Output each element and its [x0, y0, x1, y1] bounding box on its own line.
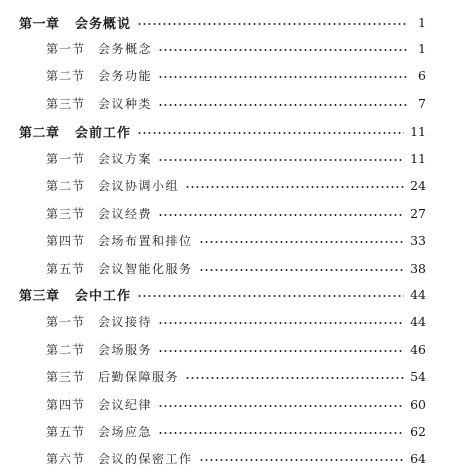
toc-section-2-5[interactable] [0, 258, 456, 278]
toc-section-2-2[interactable] [0, 175, 456, 195]
dot-leader [158, 49, 408, 51]
entry-title: 会议经费 [98, 206, 153, 221]
toc-section-1-2[interactable] [0, 65, 456, 85]
dot-leader [137, 295, 404, 297]
entry-number: 第三节 [46, 206, 86, 221]
entry-number: 第三节 [46, 96, 86, 111]
entry-number: 第一节 [46, 151, 86, 166]
entry-title: 会议的保密工作 [98, 451, 193, 466]
entry-number: 第二节 [46, 342, 86, 357]
dot-leader [185, 186, 404, 188]
page-number: 60 [410, 396, 426, 412]
entry-number: 第一章 [19, 16, 60, 32]
dot-leader [158, 405, 404, 407]
toc-section-3-6[interactable] [0, 448, 456, 468]
toc-section-3-2[interactable] [0, 339, 456, 359]
entry-number: 第五节 [46, 424, 86, 439]
page-number: 54 [410, 368, 426, 384]
toc-section-2-1[interactable] [0, 148, 456, 168]
dot-leader [158, 350, 404, 352]
entry-title: 会前工作 [75, 125, 132, 141]
entry-number: 第二章 [19, 125, 60, 141]
toc-chapter-1[interactable] [0, 12, 456, 32]
page-number: 1 [418, 40, 426, 56]
toc-section-3-3[interactable] [0, 366, 456, 386]
entry-number: 第三章 [19, 288, 60, 304]
toc-section-1-3[interactable] [0, 93, 456, 113]
entry-number: 第一节 [46, 41, 86, 56]
toc-section-3-4[interactable] [0, 394, 456, 414]
toc-chapter-2[interactable] [0, 121, 456, 141]
toc-section-3-5[interactable] [0, 421, 456, 441]
page-number: 11 [410, 150, 426, 166]
dot-leader [158, 322, 404, 324]
entry-title: 后勤保障服务 [98, 369, 180, 384]
entry-title: 会务概说 [75, 16, 132, 32]
entry-title: 会议协调小组 [98, 178, 180, 193]
page-number: 44 [410, 286, 426, 302]
entry-title: 会议智能化服务 [98, 261, 193, 276]
entry-number: 第一节 [46, 314, 86, 329]
toc-section-2-3[interactable] [0, 203, 456, 223]
dot-leader [199, 269, 405, 271]
entry-title: 会议方案 [98, 151, 153, 166]
page-number: 24 [410, 177, 426, 193]
dot-leader [137, 132, 404, 134]
page-number: 7 [418, 95, 426, 111]
toc-section-3-1[interactable] [0, 311, 456, 331]
toc-section-1-1[interactable] [0, 38, 456, 58]
entry-title: 会场服务 [98, 342, 153, 357]
entry-number: 第四节 [46, 397, 86, 412]
entry-title: 会务功能 [98, 68, 153, 83]
page-number: 62 [410, 423, 426, 439]
dot-leader [158, 214, 404, 216]
entry-title: 会议种类 [98, 96, 153, 111]
dot-leader [158, 432, 404, 434]
entry-title: 会务概念 [98, 41, 153, 56]
toc-chapter-3[interactable] [0, 284, 456, 304]
dot-leader [158, 76, 408, 78]
dot-leader [158, 159, 404, 161]
dot-leader [199, 241, 405, 243]
entry-number: 第二节 [46, 178, 86, 193]
dot-leader [137, 23, 408, 25]
entry-title: 会议接待 [98, 314, 153, 329]
entry-number: 第二节 [46, 68, 86, 83]
page-number: 64 [410, 450, 426, 466]
entry-title: 会议纪律 [98, 397, 153, 412]
entry-number: 第四节 [46, 233, 86, 248]
page-number: 33 [410, 232, 426, 248]
entry-number: 第五节 [46, 261, 86, 276]
entry-title: 会场应急 [98, 424, 153, 439]
entry-number: 第六节 [46, 451, 86, 466]
dot-leader [185, 377, 404, 379]
dot-leader [158, 104, 408, 106]
page-number: 44 [410, 313, 426, 329]
page-number: 27 [410, 205, 426, 221]
page-number: 1 [418, 14, 426, 30]
dot-leader [199, 459, 405, 461]
page-number: 11 [410, 123, 426, 139]
entry-title: 会中工作 [75, 288, 132, 304]
toc-section-2-4[interactable] [0, 230, 456, 250]
entry-title: 会场布置和排位 [98, 233, 193, 248]
entry-number: 第三节 [46, 369, 86, 384]
page-number: 46 [410, 341, 426, 357]
page-number: 38 [410, 260, 426, 276]
page-number: 6 [418, 67, 426, 83]
